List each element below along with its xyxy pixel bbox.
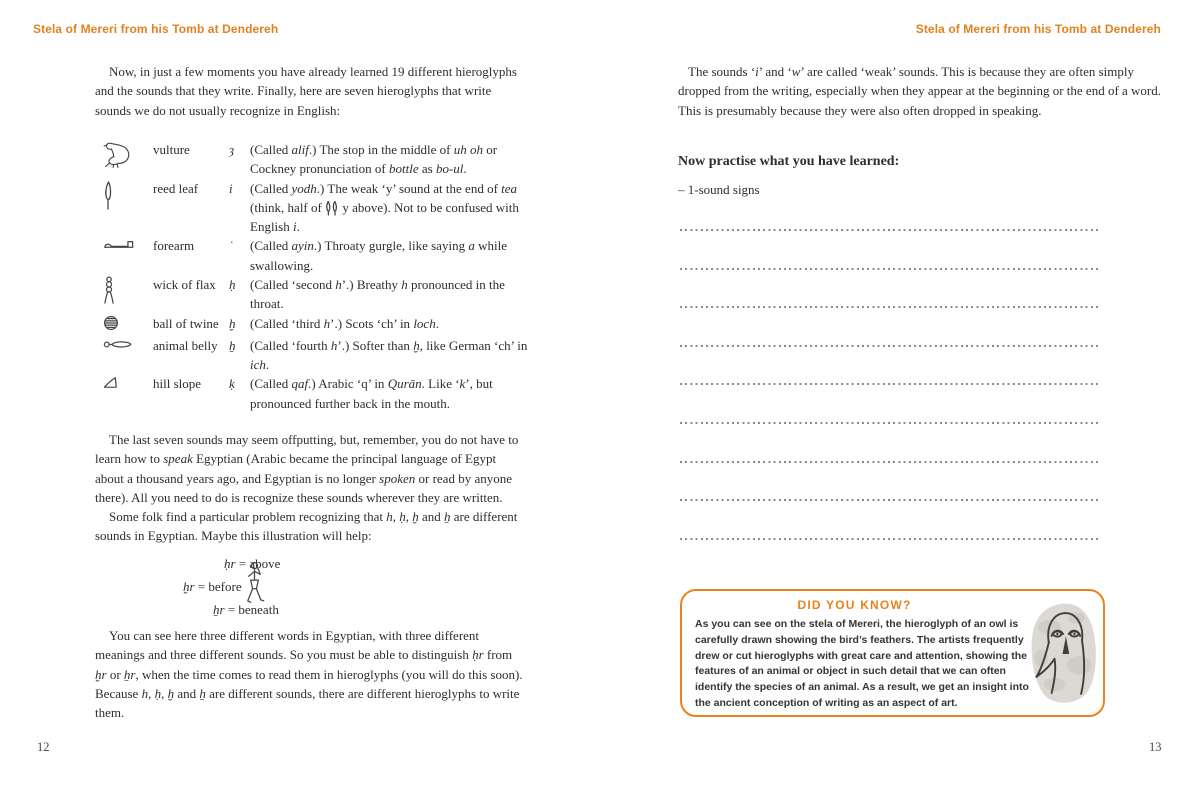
glyph-description: (Called ayin.) Throaty gurgle, like saying a while swallowing. (250, 238, 507, 273)
paragraph-weak-sounds: The sounds ‘i’ and ‘w’ are called ‘weak’ sounds. This is because they are often simply dropped from the writing, especially when they appear at the beginning or the end of a word. This is presumably because they were also often dropped in speaking. (678, 64, 1162, 118)
illustration-line-beneath: ẖr = beneath (213, 602, 279, 617)
practice-line (680, 422, 1098, 424)
practice-line (680, 306, 1098, 308)
hieroglyph-row (103, 236, 538, 275)
did-you-know-body: As you can see on the stela of Mereri, the hieroglyph of an owl is carefully drawn showing the bird’s feathers. The artists frequently drew or cut hieroglyphs with great care and attention, showing the features of an animal or object in such detail that we can often identify the species of an animal. As a result, we get an insight into the ancient conception of writing as an aspect of art. (695, 618, 1029, 709)
glyph-description: (Called yodh.) The weak ‘y’ sound at the end of tea (think, half of y above). Not to be confused with English i. (250, 180, 519, 235)
hieroglyph-row (103, 374, 538, 413)
vulture-hieroglyph-icon (103, 140, 153, 173)
did-you-know-title: DID YOU KNOW? (797, 598, 912, 612)
transliteration-symbol: ȝ (229, 142, 235, 157)
double-reed-icon (325, 200, 339, 215)
glyph-name: reed leaf (153, 180, 199, 196)
practice-line (680, 383, 1098, 385)
sounds-illustration (95, 552, 425, 618)
glyph-name: forearm (153, 238, 195, 254)
glyph-name: ball of twine (153, 315, 219, 331)
paragraph-three-words: You can see here three different words in Egyptian, with three different meanings and three different sounds. So you must be able to distinguish ḥr from ḫr or ẖr, when the time comes to read them in hieroglyphs (you will do this soon). Because h, ḥ, ḫ and ẖ are different sounds, there are different hieroglyphs to write them. (95, 628, 523, 721)
owl-carving-image (1026, 597, 1102, 711)
intro-paragraph: Now, in just a few moments you have already learned 19 different hieroglyphs and the sounds that they write. Finally, here are seven hieroglyphs that write sounds we do not usually recognize in English: (95, 64, 517, 118)
page-number-left: 12 (37, 740, 50, 754)
glyph-name: hill slope (153, 376, 202, 392)
hieroglyph-row (103, 314, 538, 336)
practice-line (680, 461, 1098, 463)
transliteration-symbol: ḫ (229, 315, 236, 331)
glyph-name: wick of flax (153, 277, 216, 293)
practice-heading: Now practise what you have learned: (678, 154, 900, 169)
did-you-know-box (680, 589, 1105, 717)
transliteration-symbol: ḥ (229, 277, 236, 293)
illustration-line-before: ḫr = before (183, 579, 242, 594)
practice-subheading: – 1-sound signs (678, 182, 760, 197)
forearm-hieroglyph-icon (103, 236, 153, 255)
practice-line (680, 345, 1098, 347)
paragraph-last-seven-sounds: The last seven sounds may seem offputting, but, remember, you do not have to learn how to speak Egyptian (Arabic became the principal language of Egypt about a thousand years ago, and Egyptian is no longer spoken or read by anyone there). All you need to do is recognize these sounds wherever they are written. (95, 432, 519, 505)
transliteration-symbol: ḳ (229, 376, 235, 392)
wick-of-flax-hieroglyph-icon (103, 275, 153, 310)
hieroglyph-row (103, 179, 538, 237)
reed-leaf-hieroglyph-icon (103, 179, 153, 215)
practice-line (680, 268, 1098, 270)
practice-line (680, 538, 1098, 540)
glyph-description: (Called alif.) The stop in the middle of uh oh or Cockney pronunciation of bottle as bo-ul. (250, 142, 498, 177)
hieroglyph-table (103, 140, 538, 413)
paragraph-some-folk: Some folk find a particular problem recognizing that h, ḥ, ḫ and ẖ are different sounds in Egyptian. Maybe this illustration will help: (95, 509, 518, 544)
hieroglyph-row (103, 336, 538, 375)
ball-of-twine-hieroglyph-icon (103, 314, 153, 336)
glyph-description: (Called ‘second h’.) Breathy h pronounced in the throat. (250, 277, 505, 312)
practice-line (680, 499, 1098, 501)
transliteration-symbol: ʿ (229, 238, 234, 254)
hieroglyph-row (103, 140, 538, 179)
glyph-name: vulture (153, 142, 190, 157)
glyph-description: (Called ‘fourth h’.) Softer than ḫ, like German ‘ch’ in ich. (250, 337, 528, 372)
glyph-name: animal belly (153, 337, 218, 353)
glyph-description: (Called qaf.) Arabic ‘q’ in Qurān. Like ‘k’, but pronounced further back in the mouth. (250, 376, 493, 411)
running-header-left: Stela of Mereri from his Tomb at Dendereh (33, 22, 279, 36)
hieroglyph-row (103, 275, 538, 314)
hill-slope-hieroglyph-icon (103, 374, 153, 394)
transliteration-symbol: ẖ (229, 337, 236, 353)
transliteration-symbol: i (229, 180, 233, 196)
practice-line (680, 229, 1098, 231)
illustration-line-above: ḥr = above (224, 556, 281, 571)
page-number-right: 13 (1149, 740, 1162, 754)
running-header-right: Stela of Mereri from his Tomb at Dendereh (915, 22, 1161, 36)
glyph-description: (Called ‘third h’.) Scots ‘ch’ in loch. (250, 315, 439, 331)
animal-belly-hieroglyph-icon (103, 336, 153, 355)
